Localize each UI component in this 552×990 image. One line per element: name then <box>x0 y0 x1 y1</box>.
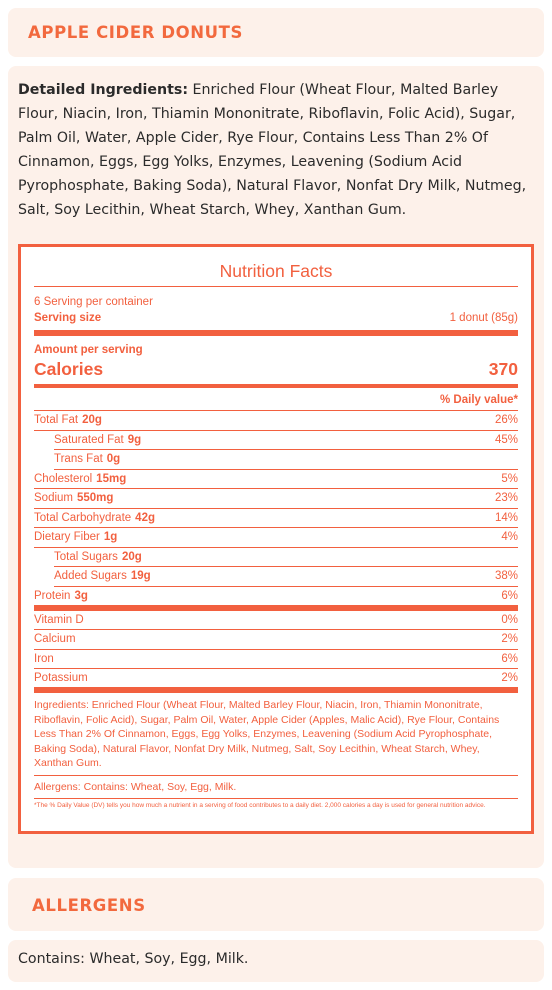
nutrient-row-total-sugars <box>54 548 518 568</box>
amount-per-serving: Amount per serving <box>34 344 143 356</box>
nutrient-dv: 6% <box>501 589 518 602</box>
vitamin-row-iron <box>34 650 518 670</box>
nutrient-row-total-carbohydrate <box>34 509 518 529</box>
nutrient-amount: 42g <box>135 511 155 524</box>
detailed-ingredients-text: Enriched Flour (Wheat Flour, Malted Barley Flour, Niacin, Iron, Thiamin Mononitrate, Riboflavin, Folic Acid), Sugar, Palm Oil, Water, Apple Cider, Rye Flour, Contains Less Than 2% Of Cinnamon, Eggs, Egg Yolks, Enzymes, Leavening (Sodium Acid Pyrophosphate, Baking Soda), Natural Flavor, Nonfat Dry Milk, Nutmeg, Salt, Soy Lecithin, Wheat Starch, Whey, Xanthan Gum. <box>18 82 527 218</box>
nutrient-label: Trans Fat <box>54 453 103 466</box>
vitamin-label: Potassium <box>34 672 88 684</box>
vitamin-dv: 2% <box>501 633 518 646</box>
detailed-ingredients <box>18 78 536 222</box>
servings-per-container: 6 Serving per container <box>34 296 153 308</box>
nutrient-label: Added Sugars <box>54 570 127 583</box>
nutrient-label: Cholesterol <box>34 472 93 485</box>
nutrient-amount: 3g <box>74 589 88 602</box>
allergens-body-card <box>8 940 544 982</box>
nutrient-label: Total Carbohydrate <box>34 511 132 524</box>
vitamin-label: Vitamin D <box>34 613 84 626</box>
vitamin-dv: 2% <box>501 672 518 684</box>
nutrient-row-saturated-fat <box>54 431 518 451</box>
nutrient-amount: 1g <box>103 531 118 544</box>
nutrient-dv: 14% <box>494 511 518 524</box>
nutrient-amount: 9g <box>127 433 142 446</box>
panel-allergens: Allergens: Contains: Wheat, Soy, Egg, Milk. <box>34 776 518 799</box>
nutrient-label: Total Sugars <box>54 550 118 563</box>
vitamin-label: Iron <box>34 652 54 665</box>
nutrient-dv: 4% <box>501 531 518 544</box>
nutrient-amount: 20g <box>121 550 142 563</box>
vitamin-row-potassium <box>34 669 518 693</box>
nutrient-label: Saturated Fat <box>54 433 124 446</box>
nutrient-amount: 0g <box>106 453 121 466</box>
panel-ingredients: Ingredients: Enriched Flour (Wheat Flour, Malted Barley Flour, Niacin, Iron, Thiamin Mononitrate, Riboflavin, Folic Acid), Sugar, Palm Oil, Water, Apple Cider (Apples, Malic Acid), Rye Flour, Contains Less Than 2% Of Cinnamon, Eggs, Egg Yolks, Enzymes, Leavening (Sodium Acid Pyrophosphate, Baking Soda), Natural Flavor, Nonfat Dry Milk, Nutmeg, Salt, Soy Lecithin, Wheat Starch, Whey, Xanthan Gum. <box>34 693 518 776</box>
serving-size-label: Serving size <box>34 312 102 324</box>
calories-label: Calories <box>34 359 104 379</box>
vitamin-dv: 6% <box>501 652 518 665</box>
nutrient-row-trans-fat <box>54 450 518 470</box>
nutrition-facts-title: Nutrition Facts <box>34 247 518 287</box>
nutrient-amount: 15mg <box>96 472 127 485</box>
nutrient-dv: 23% <box>494 492 518 505</box>
nutrient-dv: 38% <box>494 570 518 583</box>
nutrient-row-dietary-fiber <box>34 528 518 548</box>
vitamin-dv: 0% <box>501 613 518 626</box>
nutrient-dv: 45% <box>494 433 518 446</box>
nutrient-row-cholesterol <box>34 470 518 490</box>
nutrient-dv: 26% <box>494 414 518 427</box>
serving-size-value: 1 donut (85g) <box>449 312 518 324</box>
nutrient-amount: 20g <box>82 414 102 427</box>
nutrient-label: Dietary Fiber <box>34 531 100 544</box>
nutrient-label: Sodium <box>34 492 73 505</box>
product-title-card <box>8 8 544 57</box>
daily-value-header: % Daily value* <box>34 388 518 411</box>
nutrient-row-total-fat <box>34 411 518 431</box>
detailed-ingredients-label: Detailed Ingredients: <box>18 82 188 98</box>
nutrient-amount: 19g <box>130 570 151 583</box>
product-title: APPLE CIDER DONUTS <box>28 23 244 42</box>
daily-value-footnote: *The % Daily Value (DV) tells you how much a nutrient in a serving of food contributes to a daily diet. 2,000 calories a day is used for general nutrition advice. <box>34 801 486 809</box>
nutrient-row-added-sugars <box>54 567 518 587</box>
calories-row <box>34 357 518 388</box>
nutrition-facts-panel <box>18 244 534 834</box>
vitamin-row-vitamin-d <box>34 611 518 631</box>
nutrient-amount: 550mg <box>77 492 114 505</box>
serving-size-row <box>34 309 518 336</box>
allergens-heading: ALLERGENS <box>32 896 146 915</box>
calories-value: 370 <box>488 359 518 379</box>
vitamin-row-calcium <box>34 630 518 650</box>
allergens-text: Contains: Wheat, Soy, Egg, Milk. <box>18 951 249 967</box>
ingredients-card <box>8 66 544 868</box>
nutrient-label: Protein <box>34 589 71 602</box>
nutrient-label: Total Fat <box>34 414 79 427</box>
allergens-heading-card <box>8 878 544 931</box>
vitamin-label: Calcium <box>34 633 76 646</box>
nutrient-dv: 5% <box>501 472 518 485</box>
nutrient-row-protein <box>34 587 518 611</box>
nutrient-row-sodium <box>34 489 518 509</box>
